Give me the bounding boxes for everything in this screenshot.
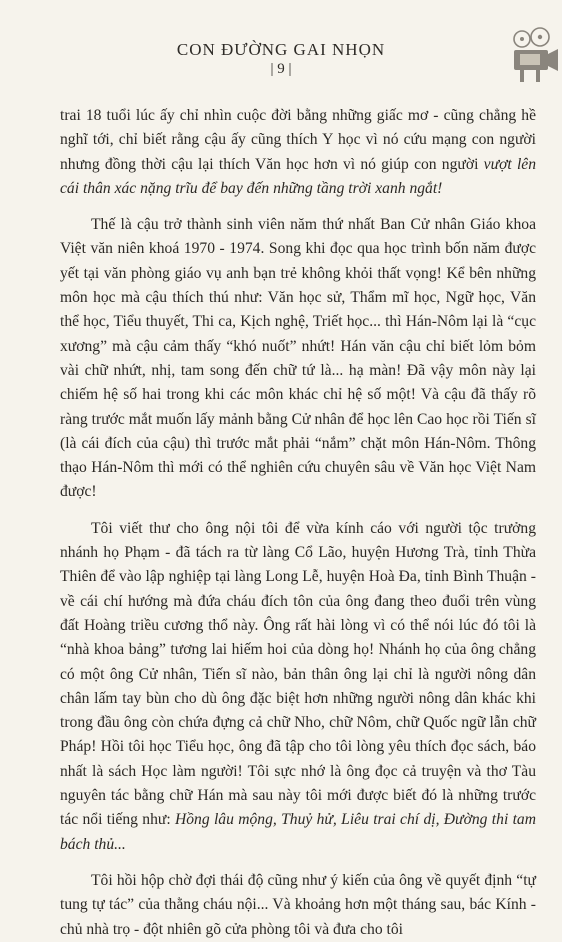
page-header <box>0 40 562 78</box>
body-text <box>60 104 536 942</box>
book-title: CON ĐƯỜNG GAI NHỌN <box>176 40 386 59</box>
page-number: | 9 | <box>270 61 292 77</box>
film-projector-icon <box>500 26 560 86</box>
paragraph: Thế là cậu trở thành sinh viên năm thứ nhất Ban Cử nhân Giáo khoa Việt văn niên khoá 1970 - 1974. Song khi đọc qua học trình bốn năm được yết tại văn phòng giáo vụ anh bạn trẻ không khỏi thất vọng! Kể bên những môn học mà cậu thích thú như: Văn học sử, Thẩm mĩ học, Ngữ học, Văn thể học, Tiểu thuyết, Thi ca, Kịch nghệ, Triết học... thì Hán-Nôm lại là “cục xương” mà cậu cảm thấy “khó nuốt” nhứt! Hán văn cậu chỉ biết lỏm bỏm vài chữ nhứt, nhị, tam song đến chữ tứ là... hạ màn! Đã vậy môn này lại chiếm hệ số hai trong khi các môn khác chỉ hệ số một! Và cậu đã thấy rõ ràng trước mắt muốn lấy mảnh bằng Cử nhân để học lên Cao học rồi Tiến sĩ (là cái đích của cậu) thì trước mắt phải “nắm” chặt môn Hán-Nôm. Thông thạo Hán-Nôm thì mới có thể nghiên cứu chuyên sâu về Văn học Việt Nam được! <box>60 216 536 501</box>
paragraph: Tôi viết thư cho ông nội tôi để vừa kính cáo với người tộc trưởng nhánh họ Phạm - đã tách ra từ làng Cổ Lão, huyện Hương Trà, tỉnh Thừa Thiên để vào lập nghiệp tại làng Long Lễ, huyện Hoà Đa, tỉnh Bình Thuận - về cái chí hướng mà đứa cháu đích tôn của ông đang theo đuổi trên vùng đất Hoàng triều cương thổ này. Ông rất hài lòng vì có thể nói lúc đó tôi là “nhà khoa bảng” tương lai hiếm hoi của dòng họ! Nhánh họ của ông chẳng có một ông Cử nhân, Tiến sĩ nào, bản thân ông lại chỉ là người nông dân chân lấm tay bùn cho dù ông đặc biệt hơn những người nông dân khác khi trong đầu ông còn chứa đựng cả chữ Nho, chữ Nôm, chữ Quốc ngữ lẫn chữ Pháp! Hồi tôi học Tiểu học, ông đã tập cho tôi lòng yêu thích đọc sách, báo nhất là sách Học làm người! Tôi sực nhớ là ông đọc cả truyện và thơ Tàu nguyên tác bằng chữ Hán mà sau này tôi mới được biết đó là những trước tác nổi tiếng như: Hồng lâu mộng, Thuỷ hử, Liêu trai chí dị, Đường thi tam bách thủ... <box>60 519 536 853</box>
paragraph: trai 18 tuổi lúc ấy chỉ nhìn cuộc đời bằng những giấc mơ - cũng chẳng hề nghĩ tới, chỉ biết rằng cậu ấy cũng thích Y học vì nó cứu mạng con người nhưng đồng thời cậu lại thích Văn học hơn vì nó giúp con người vượt lên cái thân xác nặng trĩu để bay đến những tầng trời xanh ngắt! <box>60 107 537 197</box>
paragraph: Tôi hồi hộp chờ đợi thái độ cũng như ý kiến của ông về quyết định “tự tung tự tác” của thằng cháu nội... Và khoảng hơn một tháng sau, bác Kính - chủ nhà trọ - đột nhiên gõ cửa phòng tôi và đưa cho tôi <box>60 871 536 938</box>
